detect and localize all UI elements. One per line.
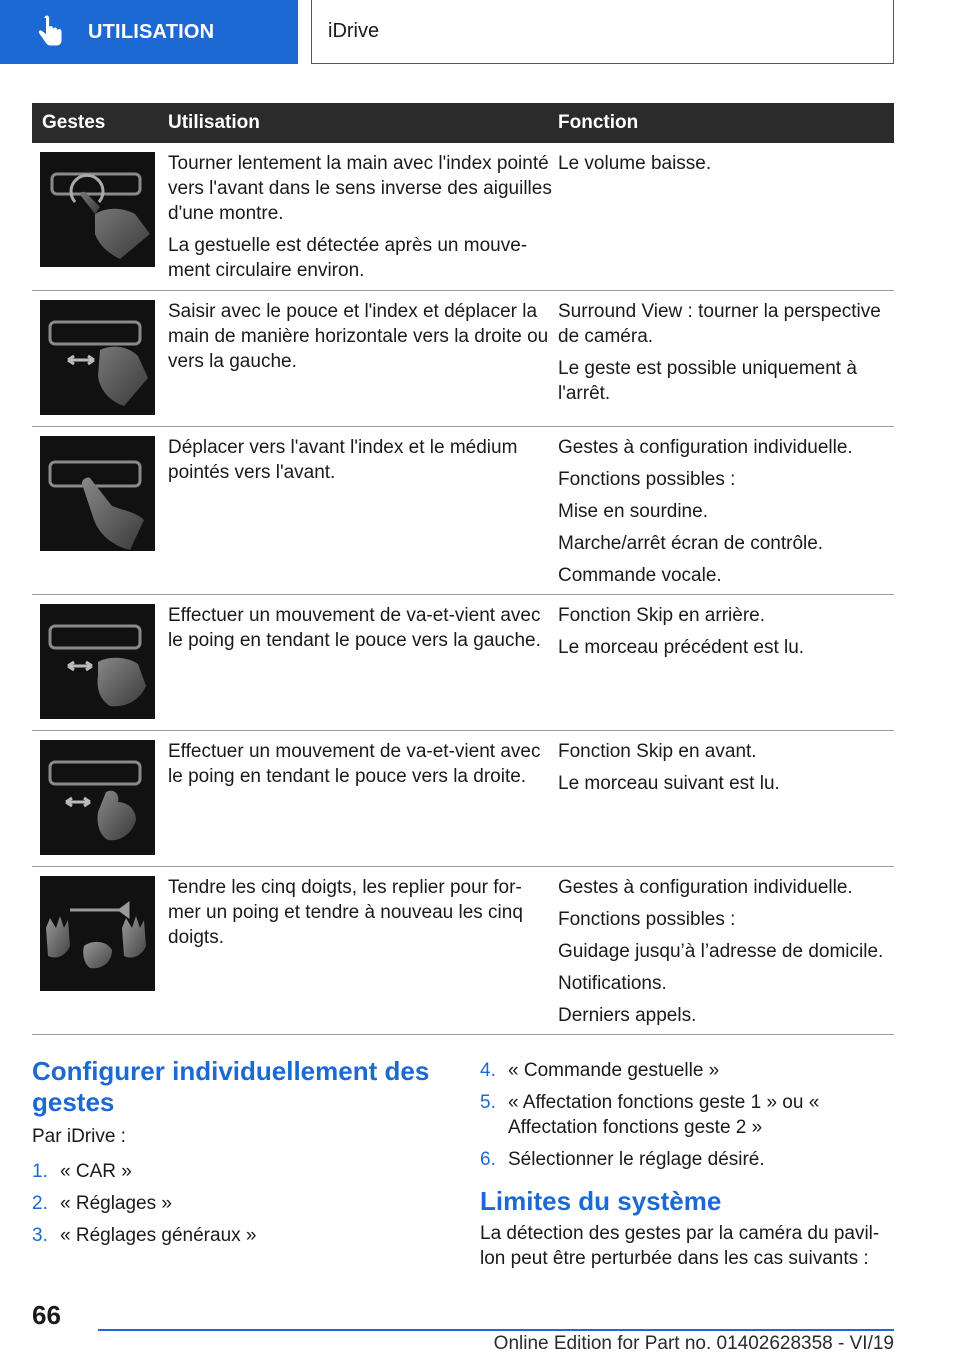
column-header-utilisation: Utilisation (168, 112, 260, 133)
list-item (32, 1191, 452, 1216)
step-number: 3. (32, 1225, 48, 1246)
limits-text: La détection des gestes par la caméra du pavil- lon peut être perturbée dans les cas suivants : (480, 1223, 880, 1269)
gestures-table (32, 103, 894, 1035)
function-text: Surround View : tourner la perspective de caméra. (558, 301, 881, 347)
usage-text: La gestuelle est détectée après un mouve- ment circulaire environ. (168, 235, 528, 281)
table-row (32, 143, 894, 291)
function-text: Derniers appels. (558, 1005, 697, 1026)
step-text: « CAR » (60, 1161, 132, 1182)
open-fist-open-gesture-icon (40, 876, 155, 991)
table-row (32, 427, 894, 595)
function-text: Marche/arrêt écran de contrôle. (558, 533, 824, 554)
config-section (32, 1056, 452, 1255)
table-row (32, 867, 894, 1035)
table-row (32, 291, 894, 427)
config-continued (480, 1056, 894, 1271)
hand-touch-icon (30, 12, 70, 52)
function-text: Guidage jusqu’à l’adresse de domicile. (558, 941, 884, 962)
step-number: 6. (480, 1149, 496, 1170)
step-text: « Réglages » (60, 1193, 172, 1214)
rotate-finger-gesture-icon (40, 152, 155, 267)
column-header-fonction: Fonction (558, 112, 639, 133)
page-number: 66 (32, 1300, 61, 1330)
table-row (32, 595, 894, 731)
thumb-left-gesture-icon (40, 604, 155, 719)
step-number: 1. (32, 1161, 48, 1182)
step-number: 2. (32, 1193, 48, 1214)
edition-text: Online Edition for Part no. 01402628358 - VI/19 (493, 1333, 894, 1354)
usage-text: Saisir avec le pouce et l'index et déplacer la main de manière horizontale vers la droite ou vers la gauche. (168, 301, 549, 372)
list-item (480, 1058, 894, 1083)
config-intro: Par iDrive : (32, 1126, 126, 1147)
step-number: 5. (480, 1092, 496, 1113)
function-text: Mise en sourdine. (558, 501, 708, 522)
step-number: 4. (480, 1060, 496, 1081)
usage-text: Tourner lentement la main avec l'index pointé vers l'avant dans le sens inverse des aiguilles d'une montre. (168, 153, 552, 224)
step-text: « Commande gestuelle » (508, 1060, 720, 1081)
function-text: Notifications. (558, 973, 667, 994)
list-item (480, 1147, 894, 1172)
thumb-right-gesture-icon (40, 740, 155, 855)
section-tab[interactable] (0, 0, 298, 64)
function-text: Fonctions possibles : (558, 469, 736, 490)
step-text: « Affectation fonctions geste 1 » ou « Affectation fonctions geste 2 » (508, 1092, 820, 1138)
chapter-title: iDrive (311, 0, 894, 64)
function-text: Gestes à configuration individuelle. (558, 877, 853, 898)
step-text: « Réglages généraux » (60, 1225, 257, 1246)
footer-divider (98, 1329, 894, 1331)
list-item (32, 1223, 452, 1248)
list-item (480, 1090, 894, 1140)
table-header (32, 103, 894, 143)
function-text: Le volume baisse. (558, 153, 712, 174)
config-heading: Configurer individuellement des gestes (32, 1056, 430, 1117)
function-text: Le morceau précédent est lu. (558, 637, 805, 658)
usage-text: Effectuer un mouvement de va-et-vient avec le poing en tendant le pouce vers la droite. (168, 741, 541, 787)
function-text: Fonction Skip en arrière. (558, 605, 765, 626)
function-text: Gestes à configuration individuelle. (558, 437, 853, 458)
table-row (32, 731, 894, 867)
section-title: UTILISATION (88, 20, 215, 43)
list-item (32, 1159, 452, 1184)
column-header-gestes: Gestes (42, 112, 106, 133)
usage-text: Déplacer vers l'avant l'index et le médium pointés vers l'avant. (168, 437, 518, 483)
limits-heading: Limites du système (480, 1186, 722, 1216)
function-text: Le geste est possible uniquement à l'arrêt. (558, 358, 857, 404)
two-finger-point-gesture-icon (40, 436, 155, 551)
pinch-swipe-gesture-icon (40, 300, 155, 415)
function-text: Fonction Skip en avant. (558, 741, 757, 762)
function-text: Fonctions possibles : (558, 909, 736, 930)
usage-text: Tendre les cinq doigts, les replier pour for- mer un poing et tendre à nouveau les cinq doigts. (168, 877, 523, 948)
function-text: Commande vocale. (558, 565, 722, 586)
function-text: Le morceau suivant est lu. (558, 773, 780, 794)
usage-text: Effectuer un mouvement de va-et-vient avec le poing en tendant le pouce vers la gauche. (168, 605, 541, 651)
step-text: Sélectionner le réglage désiré. (508, 1149, 765, 1170)
